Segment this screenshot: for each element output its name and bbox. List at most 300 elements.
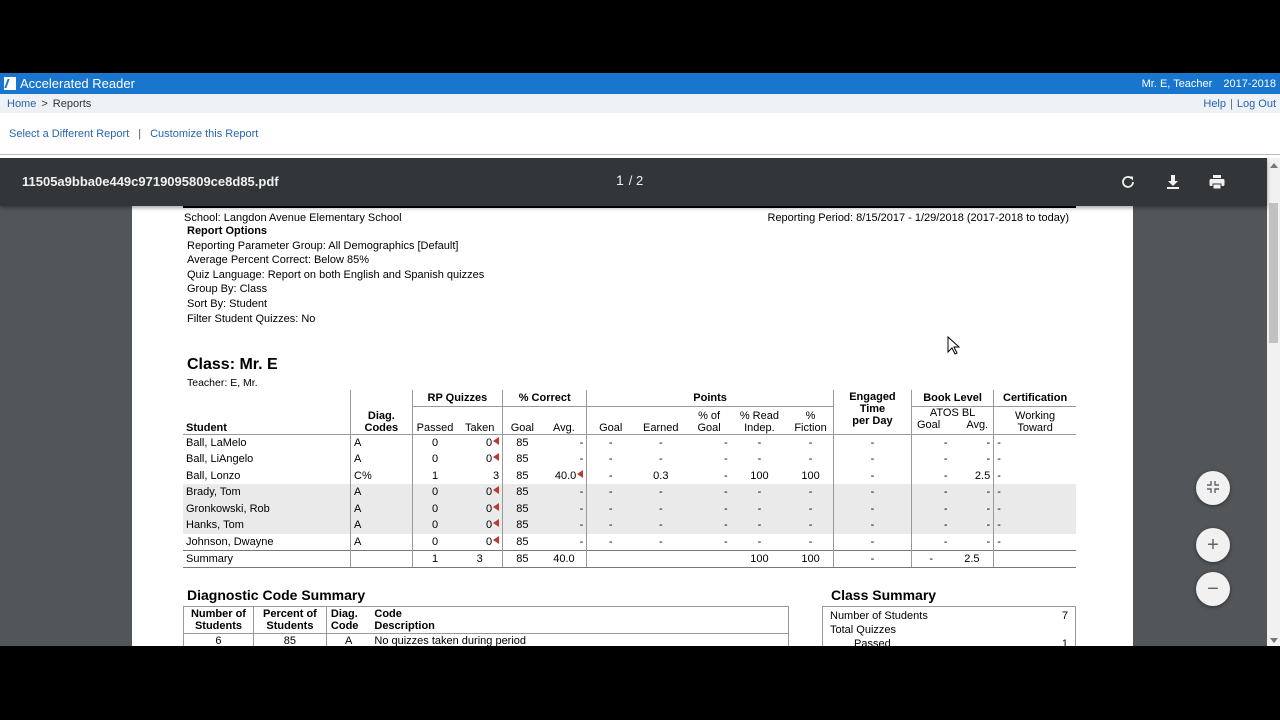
col-bl-avg: Avg. [966,419,989,431]
cell-passed-value: 0 [431,437,439,449]
cell-cert [994,468,1076,485]
group-percent-correct: % Correct [503,390,587,407]
warning-flag-icon [493,437,499,445]
page-separator: / [628,173,633,188]
warning-flag-icon [493,519,499,527]
warning-flag-icon [493,503,499,511]
summary-bl-goal: - [911,550,950,567]
summary-fiction: 100 [788,550,833,567]
cell-read-indep [731,451,789,468]
report-option: Reporting Parameter Group: All Demographics [Default] [187,239,459,252]
cell-goal [503,468,542,485]
cell-fiction-value: 100 [801,469,820,482]
cell-fiction [788,517,833,534]
cell-engaged [833,501,911,518]
col-line: Students [194,620,242,632]
cell-fiction [788,501,833,518]
diag-col-code [326,607,370,634]
total-quizzes-label: Total Quizzes [830,624,897,636]
cell-bl-goal [911,435,950,452]
cell-points-goal-value: - [608,437,613,449]
num-students-label: Number of Students [830,610,928,622]
cell-diag-value: C% [354,469,372,482]
table-row [183,435,1076,452]
warning-flag-icon [493,536,499,544]
cell-passed-value: 0 [431,519,439,532]
warning-flag-icon [577,470,583,478]
cell-fiction [788,435,833,452]
class-summary-box [822,606,1076,646]
class-summary-row [830,609,1068,623]
cell-student-value: Gronkowski, Rob [186,502,270,515]
col-read-indep [731,407,789,435]
engaged-line: Time [859,403,886,415]
warning-flag-icon [493,486,499,494]
cell-points-goal [587,451,634,468]
col-atos-label: ATOS BL [929,407,976,419]
pdf-page [132,206,1133,646]
cell-read-indep-value: - [757,486,762,499]
cell-student [183,435,351,452]
cell-bl-avg [951,451,994,468]
cell-earned [634,468,687,485]
zoom-in-button[interactable] [1196,528,1230,562]
cell-points-goal [587,435,634,452]
cell-pct-goal-value: - [723,437,728,449]
cell-fiction [788,451,833,468]
cell-read-indep [731,484,789,501]
cell-taken [457,468,502,485]
cell-cert-value: - [997,486,1001,499]
cell-diag [351,517,413,534]
cell-diag [351,484,413,501]
col-taken: Taken [457,407,502,435]
cell-bl-goal [911,501,950,518]
col-pct-goal [688,407,731,435]
header-cell [183,390,351,407]
col-line: Description [374,620,435,632]
cell-read-indep-value: - [757,535,762,548]
school-name: School: Langdon Avenue Elementary School [184,212,402,224]
cell-pct-goal [688,468,731,485]
cell-avg [542,451,587,468]
col-fiction [788,407,833,435]
summary-goal: 85 [503,550,542,567]
col-bl-goal: Goal [916,419,941,431]
cell-bl-avg-value: - [986,486,991,499]
print-icon[interactable] [1207,172,1227,192]
breadcrumb [0,94,1280,113]
select-report-link[interactable]: Select a Different Report [9,127,130,140]
diag-col-number [184,607,254,634]
scroll-thumb[interactable] [1269,203,1278,343]
customize-report-link[interactable]: Customize this Report [150,127,259,140]
cell-engaged [833,484,911,501]
cell-pct-goal [688,534,731,551]
pdf-viewer [0,158,1280,646]
table-column-header-row [183,407,1076,435]
cell-fiction-value: - [808,519,813,532]
col-working-toward [994,407,1076,435]
cell-bl-goal [911,534,950,551]
cell-read-indep-value: - [757,453,762,466]
cell-student-value: Hanks, Tom [186,519,244,532]
cell-bl-goal [911,451,950,468]
app-logo-icon [4,77,16,90]
cell-passed-value: 0 [431,453,439,466]
cell-bl-avg-value: - [986,502,991,515]
cell-bl-avg [951,501,994,518]
cell-avg [542,517,587,534]
cell-engaged [833,451,911,468]
breadcrumb-current: Reports [52,97,92,110]
cell-diag-value: A [354,535,362,548]
group-book-level: Book Level [911,390,993,407]
cell-engaged-value: - [870,519,875,532]
current-page-input[interactable]: 1 [616,172,624,188]
cell-passed [412,451,457,468]
summary-taken: 3 [457,550,502,567]
report-links-bar [0,113,1280,155]
cell-engaged [833,517,911,534]
student-report-table [183,390,1076,568]
help-link[interactable]: Help [1203,97,1226,110]
cell-read-indep [731,435,789,452]
report-links-divider: | [138,127,142,140]
diag-percent: 85 [253,634,326,647]
col-line: Number of [190,608,246,620]
class-summary-title: Class Summary [831,587,937,603]
cell-fiction [788,484,833,501]
cell-bl-goal-value: - [943,519,948,532]
cell-points-goal-value: - [608,519,613,532]
cell-taken-value: 0 [485,502,493,515]
cell-bl-avg-value: 2.5 [974,469,991,482]
report-option: Sort By: Student [187,297,268,310]
cell-cert-value: - [997,535,1001,548]
col-line: Code [374,608,402,620]
cell-student [183,501,351,518]
cell-passed [412,517,457,534]
zoom-out-button[interactable] [1196,572,1230,606]
cell-taken [457,517,502,534]
col-line: Working [1015,410,1056,422]
diagnostic-header-row [184,607,789,634]
cell-points-goal-value: - [608,486,613,499]
diag-description: No quizzes taken during period [374,635,527,646]
cell-avg [542,484,587,501]
cell-pct-goal [688,517,731,534]
summary-passed: 1 [412,550,457,567]
report-option: Average Percent Correct: Below 85% [187,254,369,267]
cell-read-indep-value: 100 [750,469,769,482]
cell-read-indep [731,468,789,485]
table-row [183,451,1076,468]
cell-goal [503,534,542,551]
col-line: Code [330,620,359,632]
report-options-heading: Report Options [187,225,268,237]
cell-taken [457,534,502,551]
page-top-rule [183,206,1076,208]
mouse-cursor-icon [947,336,961,361]
col-line: % Read [739,410,779,422]
cell-fiction [788,534,833,551]
app-title: Accelerated Reader [20,76,135,91]
cell-diag-value: A [354,437,362,449]
diagnostic-row [184,634,789,647]
cell-taken [457,451,502,468]
cell-engaged-value: - [870,502,875,515]
cell-earned-value: 0.3 [653,469,669,482]
cell-pct-goal-value: - [723,535,728,548]
cell-passed-value: 0 [431,535,439,548]
cell-read-indep [731,517,789,534]
cell-student-value: Johnson, Dwayne [186,535,274,548]
table-row [183,468,1076,485]
cell-bl-avg [951,517,994,534]
cell-earned-value: - [658,453,663,466]
cell-cert [994,501,1076,518]
cell-taken-value: 0 [485,437,493,449]
cell-pct-goal-value: - [723,469,728,482]
cell-earned [634,435,687,452]
cell-cert [994,484,1076,501]
cell-earned-value: - [658,519,663,532]
cell-avg-value: - [579,519,584,532]
vertical-scrollbar[interactable] [1267,158,1280,646]
engaged-line: per Day [852,415,893,427]
link-divider: | [1230,97,1233,110]
cell-cert [994,517,1076,534]
cell-engaged [833,534,911,551]
col-goal: Goal [503,407,542,435]
cell-goal-value: 85 [516,519,529,532]
cell-avg [542,435,587,452]
cell-student [183,468,351,485]
cell-fiction [788,468,833,485]
cell-pct-goal [688,451,731,468]
cell-pct-goal-value: - [723,486,728,499]
cell-bl-avg [951,484,994,501]
download-icon[interactable] [1163,172,1183,192]
summary-engaged: - [833,550,911,567]
group-engaged-time [833,390,911,435]
cell-student [183,517,351,534]
cell-points-goal [587,484,634,501]
cell-taken [457,501,502,518]
cell-passed [412,534,457,551]
cell-diag-value: A [354,453,362,466]
num-students-value: 7 [1061,610,1068,622]
cell-passed [412,435,457,452]
col-avg: Avg. [542,407,587,435]
class-title: Class: Mr. E [187,356,278,373]
cell-goal-value: 85 [516,486,529,499]
cell-bl-goal-value: - [943,437,948,449]
col-line: Toward [1017,422,1053,434]
cell-engaged-value: - [870,486,875,499]
scroll-up-icon[interactable] [1270,163,1278,168]
summary-cell [351,550,413,567]
header-cell [351,390,413,407]
summary-cell [634,550,687,567]
table-group-header-row [183,390,1076,407]
cell-student-value: Brady, Tom [186,486,241,499]
col-student: Student [183,407,351,435]
summary-cell [994,550,1076,567]
cell-engaged-value: - [870,469,875,482]
engaged-line: Engaged [849,391,896,403]
cell-points-goal [587,517,634,534]
report-options [187,224,484,326]
cell-student-value: Ball, Lonzo [186,469,241,482]
col-line: Goal [697,422,721,434]
table-row [183,517,1076,534]
col-line: % [805,410,816,422]
rotate-icon[interactable] [1118,172,1138,192]
table-row [183,534,1076,551]
cell-diag [351,468,413,485]
cell-earned [634,451,687,468]
col-atos [911,407,993,435]
cell-bl-avg-value: - [986,453,991,466]
report-option: Group By: Class [187,283,268,296]
col-line: Indep. [744,422,775,434]
passed-label: Passed [854,638,891,646]
cell-goal-value: 85 [516,437,529,449]
cell-diag [351,435,413,452]
diag-col-percent [253,607,326,634]
warning-flag-icon [493,453,499,461]
summary-bl-avg: 2.5 [951,550,994,567]
cell-cert-value: - [997,453,1001,466]
cell-pct-goal [688,484,731,501]
cell-fiction-value: - [808,437,813,449]
col-diag-codes [351,407,413,435]
cell-earned [634,501,687,518]
cell-taken-value: 0 [485,535,493,548]
cell-points-goal [587,501,634,518]
cell-diag [351,501,413,518]
cell-bl-avg [951,435,994,452]
total-pages: 2 [636,173,644,188]
cell-pct-goal-value: - [723,453,728,466]
cell-diag-value: A [354,486,362,499]
col-line: Students [266,620,314,632]
cell-taken-value: 0 [485,453,493,466]
cell-bl-avg [951,534,994,551]
cell-avg [542,534,587,551]
cell-bl-goal [911,484,950,501]
cell-passed-value: 0 [431,502,439,515]
cell-fiction-value: - [808,453,813,466]
summary-label: Summary [183,550,351,567]
table-row [183,501,1076,518]
cell-taken-value: 3 [492,469,500,482]
cell-goal-value: 85 [516,502,529,515]
col-line: Diag. [367,410,395,422]
cell-cert [994,451,1076,468]
col-points-goal: Goal [587,407,634,435]
app-header [0,73,1280,94]
cell-pct-goal [688,501,731,518]
cell-passed [412,484,457,501]
cell-student-value: Ball, LaMelo [186,437,247,449]
school-year: 2017-2018 [1223,77,1276,90]
cell-avg-value: - [579,486,584,499]
diag-col-description [370,607,788,634]
cell-pct-goal-value: - [723,502,728,515]
summary-cell [688,550,731,567]
teacher-name: Teacher: E, Mr. [187,377,258,389]
cell-taken-value: 0 [485,519,493,532]
logout-link[interactable]: Log Out [1236,97,1276,110]
cell-earned-value: - [658,486,663,499]
cell-avg-value: - [579,453,584,466]
cell-student [183,534,351,551]
cell-goal-value: 85 [516,535,529,548]
cell-bl-avg [951,468,994,485]
cell-cert-value: - [997,469,1001,482]
col-line: Diag. [330,608,358,620]
cell-read-indep [731,501,789,518]
cell-bl-goal-value: - [943,469,948,482]
cell-taken [457,435,502,452]
cell-earned-value: - [658,535,663,548]
cell-student [183,484,351,501]
cell-points-goal-value: - [608,469,613,482]
cell-taken [457,484,502,501]
breadcrumb-home-link[interactable]: Home [7,97,37,110]
cell-passed-value: 0 [431,486,439,499]
cell-points-goal [587,534,634,551]
cell-goal [503,435,542,452]
cell-pct-goal-value: - [723,519,728,532]
cell-earned [634,517,687,534]
table-row [183,484,1076,501]
cell-read-indep-value: - [757,502,762,515]
fit-page-button[interactable] [1196,471,1230,505]
cell-pct-goal [688,435,731,452]
cell-bl-avg-value: - [986,535,991,548]
cell-avg [542,501,587,518]
col-line: % of [698,410,721,422]
diagnostic-summary-table [183,606,789,646]
col-passed: Passed [412,407,457,435]
cell-cert-value: - [997,519,1001,532]
cell-taken-value: 0 [485,486,493,499]
user-name: Mr. E, Teacher [1141,77,1213,90]
cell-goal-value: 85 [516,469,529,482]
cell-goal [503,501,542,518]
col-line: Fiction [794,422,827,434]
cell-bl-goal-value: - [943,453,948,466]
reporting-period: Reporting Period: 8/15/2017 - 1/29/2018 (2017-2018 to today) [767,212,1069,224]
page-indicator [616,172,643,188]
cell-passed [412,468,457,485]
cell-earned-value: - [658,437,663,449]
class-summary-row [830,623,1068,637]
cell-bl-goal [911,517,950,534]
cell-earned-value: - [658,502,663,515]
scroll-down-icon[interactable] [1270,638,1278,643]
cell-avg-value: 40.0 [554,469,577,482]
cell-engaged-value: - [870,437,875,449]
cell-diag [351,451,413,468]
cell-earned [634,534,687,551]
summary-avg: 40.0 [542,550,587,567]
group-certification: Certification [994,390,1076,407]
